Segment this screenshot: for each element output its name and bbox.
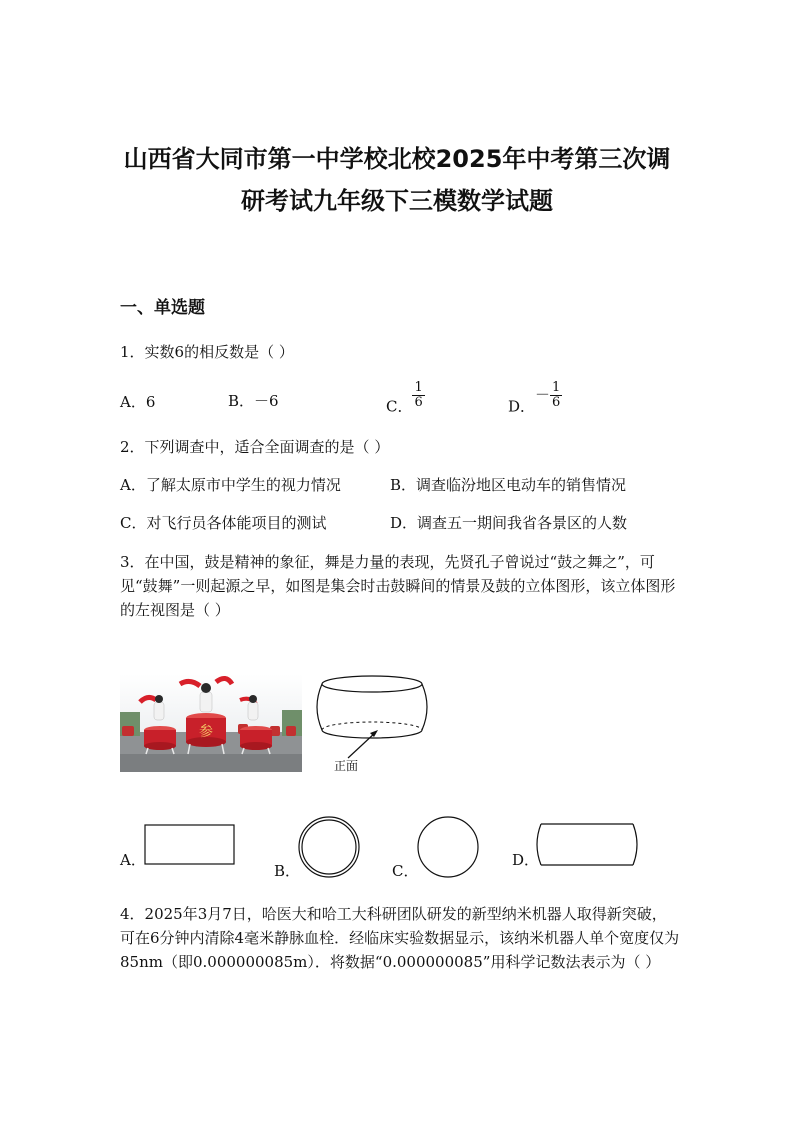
fraction-denominator: 6	[552, 395, 561, 410]
page-title-line-1: 山西省大同市第一中学校北校2025年中考第三次调	[123, 145, 671, 173]
q1-option-d[interactable]	[508, 381, 562, 417]
q3-stem: 3．在中国，鼓是精神的象征，舞是力量的表现，先贤孔子曾说过“鼓之舞之”，可见“鼓舞”一则起源之早，如图是集会时击鼓瞬间的情景及鼓的立体图形，该立体图形的左视图是（ ）	[120, 553, 676, 619]
drum-performance-photo	[120, 674, 302, 772]
q2-option-a[interactable]: A．了解太原市中学生的视力情况	[120, 476, 341, 494]
q3-option-a-label[interactable]: A．	[120, 851, 146, 869]
q1-option-c-fraction	[412, 381, 424, 410]
q2-stem: 2．下列调查中，适合全面调查的是（ ）	[120, 438, 390, 456]
q1-option-c[interactable]	[386, 381, 425, 417]
q3-option-c-label[interactable]: C．	[392, 862, 419, 880]
q3-option-b-double-circle[interactable]	[297, 815, 361, 879]
q1-stem: 1．实数6的相反数是（ ）	[120, 343, 294, 361]
drum-3d-figure	[310, 674, 438, 780]
q2-option-c[interactable]: C．对飞行员各体能项目的测试	[120, 514, 327, 532]
q2-option-b[interactable]: B．调查临汾地区电动车的销售情况	[390, 476, 627, 494]
front-view-label: 正面	[334, 759, 359, 773]
q1-option-d-fraction	[550, 381, 562, 410]
q4-stem: 4．2025年3月7日，哈医大和哈工大科研团队研发的新型纳米机器人取得新突破，可在6分钟内清除4毫米静脉血栓．经临床实验数据显示，该纳米机器人单个宽度仅为85nm（即0.000000085m）．将数据“0.000000085”用科学记数法表示为（ ）	[120, 905, 680, 971]
fraction-numerator: 1	[414, 380, 423, 395]
q1-option-d-label: D．	[508, 397, 536, 416]
page-title-line-2: 研考试九年级下三模数学试题	[241, 187, 553, 215]
q3-option-d-label[interactable]: D．	[512, 851, 540, 869]
fraction-denominator: 6	[414, 395, 423, 410]
fraction-numerator: 1	[552, 380, 561, 395]
q3-option-b-label[interactable]: B．	[274, 862, 301, 880]
q1-option-c-label: C．	[386, 397, 413, 416]
section-heading: 一、单选题	[120, 298, 205, 318]
q1-option-d-sign: －	[535, 385, 551, 404]
q3-option-a-rectangle[interactable]	[144, 824, 236, 866]
q3-option-c-circle[interactable]	[416, 815, 480, 879]
q2-option-d[interactable]: D．调查五一期间我省各景区的人数	[390, 514, 628, 532]
drum-character: 参	[199, 724, 213, 740]
q3-option-d-barrel-shape[interactable]	[535, 822, 639, 868]
q1-option-a[interactable]: A．6	[120, 393, 156, 411]
q1-option-b[interactable]: B．－6	[228, 392, 279, 410]
